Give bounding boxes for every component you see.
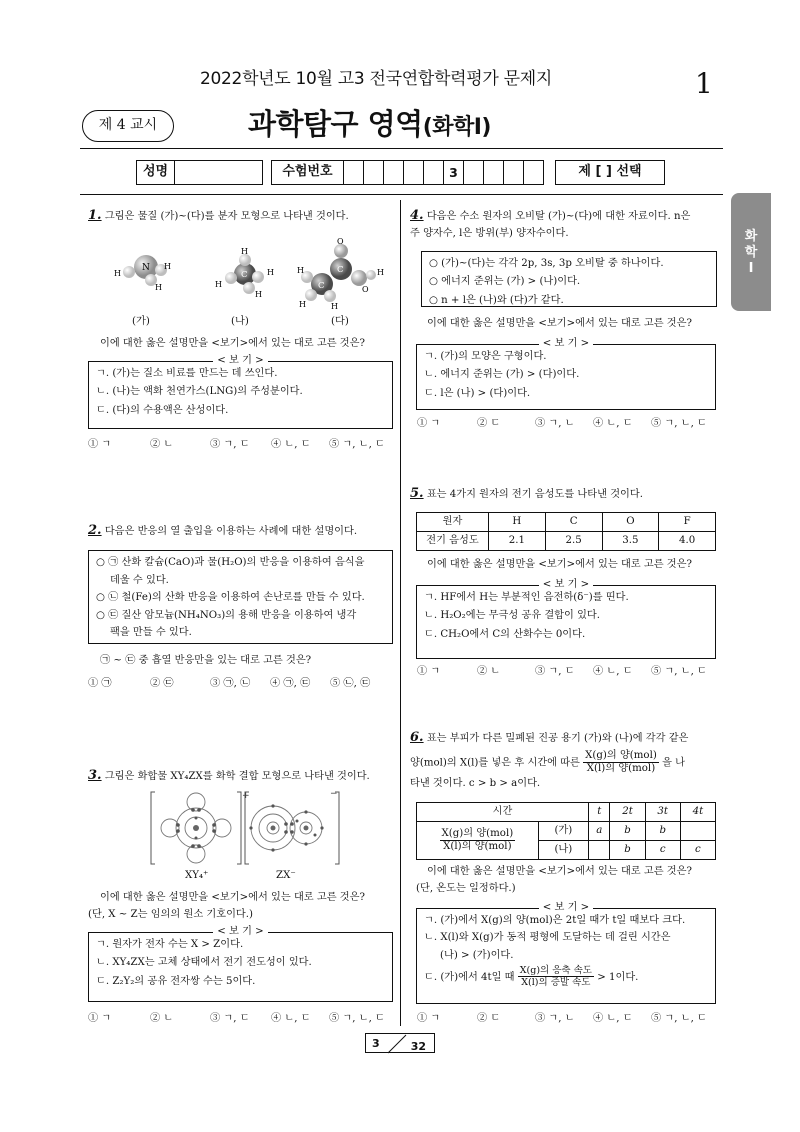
q1-bogi-title: < 보 기 > — [213, 355, 267, 366]
methane-model — [215, 247, 274, 299]
q4-box-line: ○ (가)~(다)는 각각 2p, 3s, 3p 오비탈 중 하나이다. — [429, 258, 664, 269]
q4-number: 4. — [410, 208, 424, 223]
choice-1[interactable]: ① ㄱ — [88, 439, 112, 450]
choice-3[interactable]: ③ ㄱ, ㄷ — [210, 1013, 250, 1024]
q5-bogi-item: ㄷ. CH₂O에서 C의 산화수는 0이다. — [424, 628, 586, 640]
q4-data-box — [421, 251, 717, 307]
label-h: H — [114, 269, 121, 278]
q3-stem: 그림은 화합물 XY₄ZX를 화학 결합 모형으로 나타낸 것이다. — [104, 771, 370, 782]
table-header: 2t — [610, 803, 645, 822]
exam-number-digit[interactable] — [464, 161, 484, 184]
choice-2[interactable]: ② ㄴ — [477, 666, 501, 677]
choice-1[interactable]: ① ㄱ — [417, 666, 441, 677]
q1-molecule-models — [100, 233, 385, 323]
choice-4[interactable]: ④ ㄴ, ㄷ — [593, 418, 633, 429]
q6-bogi-item: ㄴ. X(l)와 X(g)가 동적 평형에 도달하는 데 걸린 시간은 — [424, 932, 671, 944]
q4-question: 이에 대한 옳은 설명만을 <보기>에서 있는 대로 고른 것은? — [427, 318, 692, 329]
q3-bogi-item: ㄱ. 원자가 전자 수는 X > Z이다. — [96, 939, 244, 950]
exam-number-label: 수험번호 — [272, 161, 344, 184]
q1-label-da: (다) — [331, 316, 349, 327]
exam-number-digit[interactable] — [524, 161, 543, 184]
q6-stem-block — [410, 728, 725, 791]
choice-5[interactable]: ⑤ ㄱ, ㄴ, ㄷ — [329, 439, 385, 450]
q6-bogi-box — [416, 902, 716, 1004]
page-number: 1 — [695, 67, 713, 100]
q6-stem-line2b: 을 나 — [662, 757, 685, 769]
choice-4[interactable]: ④ ㄴ, ㄷ — [593, 1013, 633, 1024]
table-header-row — [417, 803, 716, 822]
q6-bogi-item-cont: (나) > (가)이다. — [440, 949, 514, 961]
q1-question: 이에 대한 옳은 설명만을 <보기>에서 있는 대로 고른 것은? — [100, 338, 365, 349]
page-indicator — [365, 1033, 435, 1053]
q3-bogi-item: ㄴ. XY₄ZX는 고체 상태에서 전기 전도성이 있다. — [96, 957, 312, 969]
table-header: t — [589, 803, 610, 822]
label-h: H — [155, 283, 162, 292]
exam-number-digit[interactable] — [504, 161, 524, 184]
choice-2[interactable]: ② ㄷ — [477, 1013, 501, 1024]
exam-number-digit[interactable]: 3 — [444, 161, 464, 184]
info-rule — [80, 194, 723, 195]
choice-3[interactable]: ③ ㄱ, ㄴ — [535, 1013, 575, 1024]
q2-box-line: ○ ㉡ 철(Fe)의 산화 반응을 이용하여 손난로를 만들 수 있다. — [96, 592, 365, 604]
q6-question-note: (단, 온도는 일정하다.) — [416, 883, 516, 894]
frac-numerator: X(g)의 양(mol) — [583, 750, 659, 763]
q1-stem: 그림은 물질 (가)~(다)를 분자 모형으로 나타낸 것이다. — [104, 211, 349, 222]
table-cell: b — [610, 841, 645, 860]
subject-title — [248, 102, 491, 147]
choice-1[interactable]: ① ㄱ — [88, 1013, 112, 1024]
q6-choices — [417, 1011, 707, 1027]
label-h: H — [331, 302, 338, 311]
side-tab-char: Ⅰ — [748, 261, 754, 276]
table-row — [417, 532, 716, 551]
frac-denominator: X(l)의 양(mol) — [443, 841, 512, 852]
q6-rate-fraction — [518, 965, 594, 989]
choice-2[interactable]: ② ㄴ — [150, 439, 174, 450]
q3-question-note: (단, X ~ Z는 임의의 원소 기호이다.) — [88, 909, 253, 920]
table-row-label — [417, 822, 539, 860]
choice-5[interactable]: ⑤ ㄱ, ㄴ, ㄷ — [651, 1013, 707, 1024]
choice-1[interactable]: ① ㄱ — [417, 1013, 441, 1024]
subject-side-tab — [731, 193, 771, 311]
exam-number-digit[interactable] — [344, 161, 364, 184]
q6-bogi-item: ㄷ. (가)에서 4t일 때 — [424, 971, 515, 983]
q5-bogi-box — [416, 579, 716, 659]
q5-bogi-title: < 보 기 > — [539, 579, 593, 590]
q1-bogi-item: ㄴ. (나)는 액화 천연가스(LNG)의 주성분이다. — [96, 386, 303, 398]
choice-2[interactable]: ② ㄷ — [477, 418, 501, 429]
q2-number: 2. — [88, 523, 102, 538]
label-h: H — [255, 290, 262, 299]
table-header: 시간 — [417, 803, 589, 822]
column-divider — [400, 200, 401, 1026]
q1-label-ga: (가) — [132, 316, 150, 327]
choice-2[interactable]: ② ㉢ — [150, 678, 174, 689]
label-c: C — [241, 270, 248, 280]
name-box — [136, 160, 263, 185]
label-h: H — [267, 268, 274, 277]
exam-number-digits[interactable] — [344, 161, 543, 184]
exam-number-digit[interactable] — [484, 161, 504, 184]
choice-3[interactable]: ③ ㄱ, ㄴ — [535, 418, 575, 429]
frac-numerator: X(g)의 응축 속도 — [519, 965, 592, 977]
q5-stem: 표는 4가지 원자의 전기 음성도를 나타낸 것이다. — [426, 489, 643, 500]
table-cell: 전기 음성도 — [417, 532, 489, 551]
minus-charge: − — [330, 789, 338, 799]
table-cell — [680, 822, 715, 841]
acetic-acid-model — [297, 237, 384, 311]
exam-number-box — [271, 160, 544, 185]
q3-bogi-title: < 보 기 > — [213, 926, 267, 937]
q1-bogi-item: ㄷ. (다)의 수용액은 산성이다. — [96, 404, 229, 416]
q2-stem: 다음은 반응의 열 출입을 이용하는 사례에 대한 설명이다. — [104, 526, 358, 537]
exam-number-digit[interactable] — [404, 161, 424, 184]
name-label: 성명 — [137, 161, 175, 184]
q4-stem-line2: 주 양자수, l은 방위(부) 양자수이다. — [410, 228, 569, 240]
table-cell: c — [680, 841, 715, 860]
q6-stem-line1: 표는 부피가 다른 밀폐된 진공 용기 (가)와 (나)에 각각 같은 — [426, 733, 689, 744]
choice-3[interactable]: ③ ㄱ, ㄷ — [535, 666, 575, 677]
q2-stem-line — [88, 521, 357, 541]
page-total: 32 — [410, 1040, 426, 1053]
table-cell: b — [610, 822, 645, 841]
select-box — [555, 160, 665, 185]
q6-ratio-fraction — [583, 750, 659, 775]
q2-box-line: 팩을 만들 수 있다. — [110, 627, 192, 639]
select-label: 제 [ ] 선택 — [578, 164, 642, 180]
table-header: F — [659, 513, 716, 532]
q4-bogi-title: < 보 기 > — [539, 338, 593, 349]
choice-3[interactable]: ③ ㄱ, ㄷ — [210, 439, 250, 450]
q1-bogi-box — [88, 355, 393, 429]
choice-1[interactable]: ① ㄱ — [417, 418, 441, 429]
label-o: O — [362, 285, 369, 294]
q6-bogi-title: < 보 기 > — [539, 902, 593, 913]
q4-choices — [417, 416, 707, 432]
exam-title: 2022학년도 10월 고3 전국연합학력평가 문제지 — [200, 69, 552, 89]
choice-5[interactable]: ⑤ ㉡, ㉢ — [330, 678, 371, 689]
choice-5[interactable]: ⑤ ㄱ, ㄴ, ㄷ — [651, 418, 707, 429]
q3-bogi-item: ㄷ. Z₂Y₂의 공유 전자쌍 수는 5이다. — [96, 975, 256, 987]
table-header: O — [602, 513, 659, 532]
header-rule — [80, 148, 723, 149]
q4-box-line: ○ 에너지 준위는 (가) > (나)이다. — [429, 276, 581, 288]
q3-question: 이에 대한 옳은 설명만을 <보기>에서 있는 대로 고른 것은? — [100, 892, 365, 903]
table-cell: 4.0 — [659, 532, 716, 551]
label-c: C — [318, 281, 325, 291]
q3-ion-label-left: XY₄⁺ — [185, 870, 209, 881]
q6-bogi-item-end: > 1이다. — [597, 971, 639, 983]
q4-stem-line1: 다음은 수소 원자의 오비탈 (가)~(다)에 대한 자료이다. n은 — [426, 211, 691, 222]
choice-5[interactable]: ⑤ ㄱ, ㄴ, ㄷ — [329, 1013, 385, 1024]
exam-number-digit[interactable] — [384, 161, 404, 184]
label-h: H — [241, 247, 248, 256]
q1-bogi-item: ㄱ. (가)는 질소 비료를 만드는 데 쓰인다. — [96, 368, 278, 379]
q3-bond-model — [145, 788, 345, 868]
choice-2[interactable]: ② ㄴ — [150, 1013, 174, 1024]
q4-bogi-box — [416, 338, 716, 410]
q2-question: ㉠ ~ ㉢ 중 흡열 반응만을 있는 대로 고른 것은? — [100, 655, 312, 666]
table-cell: b — [645, 822, 680, 841]
q6-time-table — [416, 802, 716, 860]
table-header: H — [489, 513, 546, 532]
q3-choices — [88, 1011, 385, 1027]
exam-number-digit[interactable] — [364, 161, 384, 184]
label-h: H — [377, 268, 384, 277]
q3-bogi-box — [88, 926, 393, 1002]
table-cell — [589, 841, 610, 860]
label-o: O — [337, 237, 344, 246]
q1-number: 1. — [88, 208, 102, 223]
choice-4[interactable]: ④ ㄴ, ㄷ — [593, 666, 633, 677]
q3-stem-line — [88, 766, 370, 786]
side-tab-char: 화 — [744, 229, 758, 244]
q4-box-line: ○ n + l은 (나)와 (다)가 같다. — [429, 294, 564, 306]
q6-number: 6. — [410, 730, 424, 745]
table-cell: 2.1 — [489, 532, 546, 551]
q3-number: 3. — [88, 768, 102, 783]
label-h: H — [297, 266, 304, 275]
choice-1[interactable]: ① ㉠ — [88, 678, 112, 689]
table-cell: a — [589, 822, 610, 841]
table-header: 3t — [645, 803, 680, 822]
q4-bogi-item: ㄱ. (가)의 모양은 구형이다. — [424, 351, 547, 362]
label-c: C — [337, 265, 344, 275]
side-tab-char: 학 — [744, 245, 758, 260]
frac-denominator: X(l)의 양(mol) — [586, 763, 656, 775]
table-header: C — [545, 513, 602, 532]
choice-4[interactable]: ④ ㉠, ㉢ — [270, 678, 311, 689]
table-header: 원자 — [417, 513, 489, 532]
q6-stem-line3: 타낸 것이다. c > b > a이다. — [410, 777, 541, 789]
table-cell: 2.5 — [545, 532, 602, 551]
frac-numerator: X(g)의 양(mol) — [440, 828, 516, 841]
name-field[interactable] — [175, 161, 262, 184]
label-n: N — [142, 263, 150, 273]
table-header-row — [417, 513, 716, 532]
q5-stem-line — [410, 484, 643, 504]
table-row — [417, 822, 716, 841]
period-badge: 제 4 교시 — [82, 110, 174, 142]
q1-stem-line — [88, 206, 349, 226]
frac-denominator: X(l)의 증발 속도 — [521, 977, 591, 989]
subject-paren: (화학Ⅰ) — [422, 115, 491, 140]
q5-bogi-item: ㄴ. H₂O₂에는 무극성 공유 결합이 있다. — [424, 610, 601, 622]
plus-charge: + — [242, 791, 250, 801]
q6-bogi-item: ㄱ. (가)에서 X(g)의 양(mol)은 2t일 때가 t일 때보다 크다. — [424, 915, 686, 926]
subject-name: 과학탐구 영역 — [248, 107, 423, 141]
q2-box-line: ○ ㉢ 질산 암모늄(NH₄NO₃)의 용해 반응을 이용하여 냉각 — [96, 609, 357, 621]
table-cell: c — [645, 841, 680, 860]
q5-question: 이에 대한 옳은 설명만을 <보기>에서 있는 대로 고른 것은? — [427, 559, 692, 570]
page-current: 3 — [372, 1037, 380, 1050]
q2-box-line: 데울 수 있다. — [110, 574, 169, 586]
exam-number-digit[interactable] — [424, 161, 444, 184]
ammonia-model — [114, 255, 171, 292]
q5-number: 5. — [410, 486, 424, 501]
q1-label-na: (나) — [231, 316, 249, 327]
label-h: H — [215, 280, 222, 289]
q5-electronegativity-table — [416, 512, 716, 551]
choice-5[interactable]: ⑤ ㄱ, ㄴ, ㄷ — [651, 666, 707, 677]
q2-data-box — [88, 550, 393, 644]
q2-box-line: ○ ㉠ 산화 칼슘(CaO)과 물(H₂O)의 반응을 이용하여 음식을 — [96, 557, 365, 568]
choice-4[interactable]: ④ ㄴ, ㄷ — [271, 439, 311, 450]
q5-bogi-item: ㄱ. HF에서 H는 부분적인 음전하(δ⁻)를 띤다. — [424, 592, 629, 603]
choice-4[interactable]: ④ ㄴ, ㄷ — [271, 1013, 311, 1024]
table-header: 4t — [680, 803, 715, 822]
q4-bogi-item: ㄴ. 에너지 준위는 (가) > (다)이다. — [424, 369, 580, 381]
table-cell: (나) — [538, 841, 588, 860]
table-cell: 3.5 — [602, 532, 659, 551]
q1-choices — [88, 437, 385, 453]
q3-ion-label-right: ZX⁻ — [276, 870, 296, 881]
choice-3[interactable]: ③ ㉠, ㉡ — [210, 678, 251, 689]
q2-choices — [88, 676, 370, 692]
q5-choices — [417, 664, 707, 680]
q4-bogi-item: ㄷ. l은 (나) > (다)이다. — [424, 387, 531, 399]
label-h: H — [164, 262, 171, 271]
label-h: H — [299, 300, 306, 309]
q4-stem-block — [410, 206, 725, 242]
q6-question: 이에 대한 옳은 설명만을 <보기>에서 있는 대로 고른 것은? — [427, 866, 692, 877]
q6-stem-line2a: 양(mol)의 X(l)를 넣은 후 시간에 따른 — [410, 757, 580, 769]
table-cell: (가) — [538, 822, 588, 841]
